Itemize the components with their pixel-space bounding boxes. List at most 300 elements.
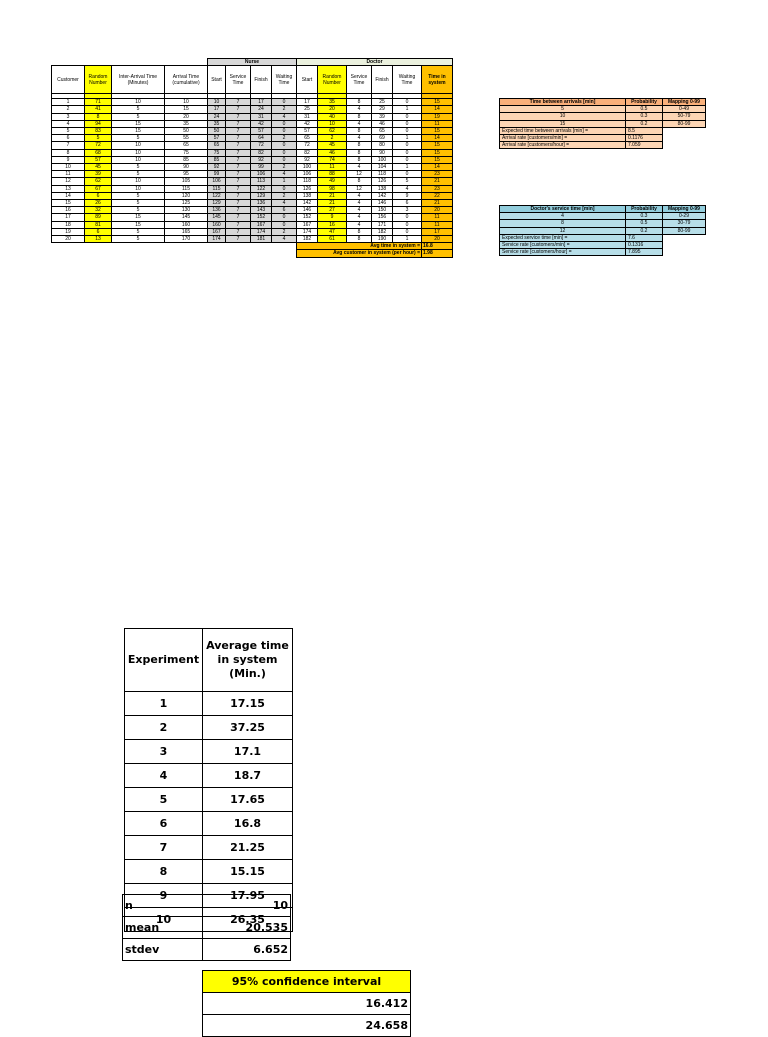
cell-doctor-start: 100 <box>297 164 318 171</box>
cell-doctor-random: 62 <box>318 128 347 135</box>
cell-random-number: 71 <box>85 99 112 106</box>
col-nurse-start: Start <box>208 66 226 94</box>
cell-random-number: 45 <box>85 164 112 171</box>
service-header-row <box>500 206 706 213</box>
cell-customer: 14 <box>52 192 85 199</box>
cell-doctor-service: 8 <box>347 99 372 106</box>
cell-doctor-start: 65 <box>297 135 318 142</box>
cell-random-number: 6 <box>85 192 112 199</box>
cell-doctor-random: 10 <box>318 120 347 127</box>
arrivals-stat-value: 8.5 <box>626 127 663 134</box>
experiment-avg-time: 26.35 <box>203 908 293 932</box>
cell-nurse-finish: 113 <box>251 178 272 185</box>
cell-nurse-start: 35 <box>208 120 226 127</box>
service-stat-label: Service rate [customers/min] = <box>500 242 626 249</box>
col-doctor-wait: Waiting Time <box>393 66 422 94</box>
table-row <box>52 164 453 171</box>
cell-time-in-system: 11 <box>422 214 453 221</box>
cell-doctor-wait: 6 <box>393 200 422 207</box>
table-row <box>52 221 453 228</box>
table-row <box>52 236 453 243</box>
cell-nurse-start: 160 <box>208 221 226 228</box>
cell-random-number: 67 <box>85 185 112 192</box>
cell-random-number: 89 <box>85 214 112 221</box>
cell-doctor-random: 2 <box>318 135 347 142</box>
cell-nurse-wait: 0 <box>272 142 297 149</box>
cell-doctor-wait: 0 <box>393 113 422 120</box>
cell-interarrival: 5 <box>112 228 165 235</box>
cell-nurse-start: 136 <box>208 207 226 214</box>
cell-arrival-time: 120 <box>165 192 208 199</box>
cell-doctor-wait: 1 <box>393 236 422 243</box>
cell-doctor-wait: 0 <box>393 128 422 135</box>
cell-arrival-time: 35 <box>165 120 208 127</box>
cell-doctor-finish: 190 <box>372 236 393 243</box>
cell-interarrival: 5 <box>112 106 165 113</box>
cell-doctor-wait: 1 <box>393 164 422 171</box>
col-doctor-service: Service Time <box>347 66 372 94</box>
experiment-avg-time: 15.15 <box>203 860 293 884</box>
cell-interarrival: 5 <box>112 113 165 120</box>
cell-doctor-start: 142 <box>297 200 318 207</box>
confidence-interval-table <box>202 970 411 1037</box>
ci-upper: 24.658 <box>203 1015 411 1037</box>
cell-time-in-system: 15 <box>422 128 453 135</box>
stats-table <box>122 894 291 961</box>
cell-customer: 5 <box>52 128 85 135</box>
cell-nurse-wait: 6 <box>272 207 297 214</box>
cell-doctor-finish: 126 <box>372 178 393 185</box>
cell-doctor-service: 4 <box>347 164 372 171</box>
cell-time-in-system: 14 <box>422 106 453 113</box>
service-time: 8 <box>500 220 626 227</box>
service-row <box>500 220 706 227</box>
cell-nurse-wait: 0 <box>272 149 297 156</box>
cell-nurse-wait: 2 <box>272 135 297 142</box>
cell-time-in-system: 15 <box>422 149 453 156</box>
cell-nurse-start: 115 <box>208 185 226 192</box>
service-time: 4 <box>500 213 626 220</box>
cell-doctor-service: 4 <box>347 106 372 113</box>
cell-nurse-start: 92 <box>208 164 226 171</box>
cell-doctor-random: 21 <box>318 200 347 207</box>
cell-doctor-random: 35 <box>318 99 347 106</box>
cell-doctor-wait: 1 <box>393 135 422 142</box>
experiment-number: 1 <box>125 692 203 716</box>
experiments-header-row <box>125 629 293 692</box>
cell-nurse-wait: 2 <box>272 228 297 235</box>
experiment-avg-time: 17.1 <box>203 740 293 764</box>
cell-interarrival: 15 <box>112 128 165 135</box>
cell-doctor-random: 46 <box>318 149 347 156</box>
col-random-number: Random Number <box>85 66 112 94</box>
cell-doctor-start: 118 <box>297 178 318 185</box>
cell-nurse-service: 7 <box>226 135 251 142</box>
cell-nurse-start: 99 <box>208 171 226 178</box>
service-probability: 0.5 <box>626 220 663 227</box>
cell-doctor-service: 4 <box>347 200 372 207</box>
cell-doctor-start: 167 <box>297 221 318 228</box>
cell-time-in-system: 11 <box>422 120 453 127</box>
cell-nurse-service: 7 <box>226 113 251 120</box>
column-header-row <box>52 66 453 94</box>
cell-doctor-wait: 0 <box>393 171 422 178</box>
group-nurse: Nurse <box>208 59 297 66</box>
cell-customer: 8 <box>52 149 85 156</box>
avg-customers-label: Avg customer in system (per hour) = <box>297 250 422 257</box>
group-doctor: Doctor <box>297 59 453 66</box>
cell-nurse-wait: 4 <box>272 200 297 207</box>
experiment-row <box>125 788 293 812</box>
cell-time-in-system: 15 <box>422 99 453 106</box>
table-row <box>52 128 453 135</box>
cell-doctor-start: 57 <box>297 128 318 135</box>
experiment-number: 3 <box>125 740 203 764</box>
experiment-row <box>125 812 293 836</box>
cell-doctor-random: 47 <box>318 228 347 235</box>
cell-nurse-finish: 92 <box>251 156 272 163</box>
cell-customer: 15 <box>52 200 85 207</box>
cell-arrival-time: 105 <box>165 178 208 185</box>
arrivals-row <box>500 113 706 120</box>
cell-arrival-time: 145 <box>165 214 208 221</box>
cell-arrival-time: 90 <box>165 164 208 171</box>
cell-arrival-time: 50 <box>165 128 208 135</box>
table-row <box>52 120 453 127</box>
cell-doctor-service: 4 <box>347 221 372 228</box>
cell-nurse-finish: 136 <box>251 200 272 207</box>
experiment-header: Experiment <box>125 629 203 692</box>
cell-arrival-time: 130 <box>165 207 208 214</box>
cell-nurse-finish: 152 <box>251 214 272 221</box>
cell-nurse-start: 57 <box>208 135 226 142</box>
arrivals-header-mapping: Mapping 0-99 <box>663 99 706 106</box>
cell-arrival-time: 65 <box>165 142 208 149</box>
cell-customer: 18 <box>52 221 85 228</box>
experiment-row <box>125 740 293 764</box>
cell-random-number: 83 <box>85 128 112 135</box>
cell-interarrival: 5 <box>112 164 165 171</box>
arrivals-stat-row <box>500 127 706 134</box>
arrivals-stat-label: Arrival rate [customers/min] = <box>500 135 626 142</box>
table-row <box>52 200 453 207</box>
cell-doctor-service: 8 <box>347 142 372 149</box>
cell-customer: 16 <box>52 207 85 214</box>
cell-nurse-wait: 1 <box>272 178 297 185</box>
cell-nurse-start: 10 <box>208 99 226 106</box>
experiment-row <box>125 860 293 884</box>
cell-nurse-start: 75 <box>208 149 226 156</box>
arrivals-header-row <box>500 99 706 106</box>
cell-nurse-finish: 106 <box>251 171 272 178</box>
avg-time-row <box>52 243 453 250</box>
cell-doctor-service: 8 <box>347 113 372 120</box>
cell-arrival-time: 75 <box>165 149 208 156</box>
col-nurse-wait: Waiting Time <box>272 66 297 94</box>
cell-doctor-service: 4 <box>347 207 372 214</box>
avg-customers-value: 1.98 <box>422 250 453 257</box>
cell-random-number: 13 <box>85 236 112 243</box>
cell-nurse-start: 85 <box>208 156 226 163</box>
cell-doctor-random: 74 <box>318 156 347 163</box>
cell-doctor-finish: 90 <box>372 149 393 156</box>
ci-upper-row <box>203 1015 411 1037</box>
cell-doctor-random: 45 <box>318 142 347 149</box>
cell-time-in-system: 15 <box>422 142 453 149</box>
cell-customer: 11 <box>52 171 85 178</box>
cell-nurse-service: 7 <box>226 214 251 221</box>
cell-doctor-service: 4 <box>347 120 372 127</box>
cell-nurse-service: 7 <box>226 99 251 106</box>
arrivals-time: 15 <box>500 120 626 127</box>
cell-doctor-wait: 1 <box>393 106 422 113</box>
cell-nurse-start: 106 <box>208 178 226 185</box>
cell-nurse-wait: 4 <box>272 236 297 243</box>
cell-interarrival: 10 <box>112 142 165 149</box>
service-time: 12 <box>500 227 626 234</box>
table-row <box>52 99 453 106</box>
cell-nurse-service: 7 <box>226 164 251 171</box>
col-nurse-finish: Finish <box>251 66 272 94</box>
cell-nurse-wait: 0 <box>272 185 297 192</box>
cell-interarrival: 15 <box>112 120 165 127</box>
experiment-number: 5 <box>125 788 203 812</box>
cell-doctor-start: 92 <box>297 156 318 163</box>
cell-doctor-finish: 69 <box>372 135 393 142</box>
cell-customer: 20 <box>52 236 85 243</box>
cell-doctor-start: 152 <box>297 214 318 221</box>
service-row <box>500 213 706 220</box>
service-stat-label: Service rate [customers/hour] = <box>500 249 626 256</box>
cell-customer: 7 <box>52 142 85 149</box>
cell-doctor-finish: 46 <box>372 120 393 127</box>
cell-doctor-wait: 0 <box>393 214 422 221</box>
cell-nurse-finish: 17 <box>251 99 272 106</box>
cell-doctor-random: 27 <box>318 207 347 214</box>
cell-arrival-time: 160 <box>165 221 208 228</box>
cell-doctor-finish: 39 <box>372 113 393 120</box>
table-row <box>52 228 453 235</box>
cell-doctor-finish: 100 <box>372 156 393 163</box>
cell-interarrival: 10 <box>112 178 165 185</box>
arrivals-mapping: 80-99 <box>663 120 706 127</box>
service-stat-value: 7.6 <box>626 234 663 241</box>
arrivals-stat-row <box>500 135 706 142</box>
service-header-probability: Probability <box>626 206 663 213</box>
cell-interarrival: 5 <box>112 171 165 178</box>
cell-random-number: 6 <box>85 228 112 235</box>
avg-time-label: Avg time in system = <box>297 243 422 250</box>
experiment-row <box>125 836 293 860</box>
stats-value: 20.535 <box>203 917 291 939</box>
arrivals-header-time: Time between arrivals [min] <box>500 99 626 106</box>
stats-value: 10 <box>203 895 291 917</box>
cell-doctor-wait: 0 <box>393 228 422 235</box>
cell-random-number: 5 <box>85 135 112 142</box>
cell-doctor-service: 8 <box>347 149 372 156</box>
cell-nurse-wait: 0 <box>272 128 297 135</box>
cell-interarrival: 15 <box>112 221 165 228</box>
cell-arrival-time: 165 <box>165 228 208 235</box>
cell-random-number: 62 <box>85 178 112 185</box>
cell-doctor-finish: 138 <box>372 185 393 192</box>
cell-doctor-start: 42 <box>297 120 318 127</box>
cell-doctor-random: 11 <box>318 164 347 171</box>
cell-doctor-random: 40 <box>318 113 347 120</box>
experiment-avg-time: 16.8 <box>203 812 293 836</box>
cell-nurse-service: 7 <box>226 142 251 149</box>
cell-interarrival: 10 <box>112 149 165 156</box>
cell-doctor-start: 146 <box>297 207 318 214</box>
cell-interarrival: 10 <box>112 185 165 192</box>
table-row <box>52 178 453 185</box>
service-mapping: 30-79 <box>663 220 706 227</box>
cell-doctor-random: 9 <box>318 214 347 221</box>
cell-nurse-wait: 4 <box>272 171 297 178</box>
experiment-number: 7 <box>125 836 203 860</box>
cell-doctor-service: 8 <box>347 178 372 185</box>
col-arrival-time: Arrival Time (cumulative) <box>165 66 208 94</box>
ci-lower-row <box>203 993 411 1015</box>
cell-random-number: 57 <box>85 156 112 163</box>
col-interarrival: Inter-Arrival Time (Minutes) <box>112 66 165 94</box>
table-row <box>52 106 453 113</box>
cell-doctor-finish: 150 <box>372 207 393 214</box>
cell-time-in-system: 14 <box>422 135 453 142</box>
table-row <box>52 156 453 163</box>
cell-nurse-service: 7 <box>226 178 251 185</box>
cell-customer: 19 <box>52 228 85 235</box>
cell-interarrival: 5 <box>112 200 165 207</box>
table-row <box>52 207 453 214</box>
cell-nurse-finish: 42 <box>251 120 272 127</box>
experiment-avg-time: 17.95 <box>203 884 293 908</box>
service-stat-value: 7.895 <box>626 249 663 256</box>
cell-doctor-finish: 29 <box>372 106 393 113</box>
cell-doctor-start: 25 <box>297 106 318 113</box>
stats-label: n <box>123 895 203 917</box>
cell-nurse-finish: 174 <box>251 228 272 235</box>
cell-nurse-service: 7 <box>226 149 251 156</box>
cell-doctor-finish: 104 <box>372 164 393 171</box>
cell-doctor-finish: 80 <box>372 142 393 149</box>
cell-nurse-finish: 129 <box>251 192 272 199</box>
cell-nurse-finish: 31 <box>251 113 272 120</box>
cell-doctor-wait: 0 <box>393 120 422 127</box>
experiment-avg-time: 17.15 <box>203 692 293 716</box>
experiment-number: 10 <box>125 908 203 932</box>
service-stat-row <box>500 234 706 241</box>
arrivals-time: 10 <box>500 113 626 120</box>
cell-customer: 13 <box>52 185 85 192</box>
cell-nurse-start: 129 <box>208 200 226 207</box>
cell-nurse-service: 7 <box>226 200 251 207</box>
stats-label: mean <box>123 917 203 939</box>
service-header-mapping: Mapping 0-99 <box>663 206 706 213</box>
cell-customer: 1 <box>52 99 85 106</box>
table-row <box>52 214 453 221</box>
cell-random-number: 8 <box>85 113 112 120</box>
cell-doctor-service: 4 <box>347 214 372 221</box>
cell-time-in-system: 23 <box>422 171 453 178</box>
cell-doctor-random: 98 <box>318 185 347 192</box>
avg-customers-row <box>52 250 453 257</box>
cell-nurse-wait: 2 <box>272 192 297 199</box>
col-nurse-service: Service Time <box>226 66 251 94</box>
cell-nurse-start: 50 <box>208 128 226 135</box>
cell-random-number: 26 <box>85 200 112 207</box>
cell-doctor-random: 16 <box>318 221 347 228</box>
cell-nurse-start: 17 <box>208 106 226 113</box>
cell-nurse-finish: 72 <box>251 142 272 149</box>
arrivals-probability: 0.5 <box>626 106 663 113</box>
cell-nurse-wait: 2 <box>272 164 297 171</box>
cell-doctor-service: 4 <box>347 135 372 142</box>
cell-nurse-wait: 0 <box>272 214 297 221</box>
cell-random-number: 41 <box>85 106 112 113</box>
arrivals-header-probability: Probability <box>626 99 663 106</box>
table-row <box>52 171 453 178</box>
arrivals-stat-row <box>500 142 706 149</box>
avg-time-value: 16.8 <box>422 243 453 250</box>
ci-lower: 16.412 <box>203 993 411 1015</box>
cell-nurse-finish: 64 <box>251 135 272 142</box>
experiments-table <box>124 628 293 932</box>
cell-doctor-start: 182 <box>297 236 318 243</box>
cell-arrival-time: 85 <box>165 156 208 163</box>
cell-doctor-start: 82 <box>297 149 318 156</box>
experiment-avg-time: 18.7 <box>203 764 293 788</box>
cell-nurse-wait: 0 <box>272 221 297 228</box>
cell-nurse-service: 7 <box>226 185 251 192</box>
cell-nurse-start: 24 <box>208 113 226 120</box>
stats-label: stdev <box>123 939 203 961</box>
cell-doctor-finish: 65 <box>372 128 393 135</box>
cell-doctor-start: 31 <box>297 113 318 120</box>
cell-arrival-time: 55 <box>165 135 208 142</box>
cell-nurse-service: 7 <box>226 120 251 127</box>
stats-value: 6.652 <box>203 939 291 961</box>
cell-doctor-finish: 156 <box>372 214 393 221</box>
cell-doctor-wait: 0 <box>393 149 422 156</box>
col-doctor-finish: Finish <box>372 66 393 94</box>
cell-customer: 9 <box>52 156 85 163</box>
cell-nurse-service: 7 <box>226 207 251 214</box>
cell-arrival-time: 125 <box>165 200 208 207</box>
cell-doctor-finish: 146 <box>372 200 393 207</box>
cell-nurse-service: 7 <box>226 171 251 178</box>
cell-nurse-start: 65 <box>208 142 226 149</box>
cell-random-number: 72 <box>85 142 112 149</box>
ci-title: 95% confidence interval <box>203 971 411 993</box>
cell-doctor-random: 20 <box>318 106 347 113</box>
cell-doctor-finish: 142 <box>372 192 393 199</box>
cell-nurse-finish: 143 <box>251 207 272 214</box>
service-stat-value: 0.1316 <box>626 242 663 249</box>
table-row <box>52 185 453 192</box>
experiment-number: 8 <box>125 860 203 884</box>
cell-nurse-service: 7 <box>226 221 251 228</box>
cell-nurse-service: 7 <box>226 106 251 113</box>
stats-row <box>123 895 291 917</box>
arrivals-stat-label: Expected time between arrivals [min] = <box>500 127 626 134</box>
cell-random-number: 32 <box>85 207 112 214</box>
cell-interarrival: 5 <box>112 207 165 214</box>
simulation-table <box>51 58 453 258</box>
cell-nurse-finish: 181 <box>251 236 272 243</box>
stats-row <box>123 917 291 939</box>
cell-time-in-system: 23 <box>422 185 453 192</box>
